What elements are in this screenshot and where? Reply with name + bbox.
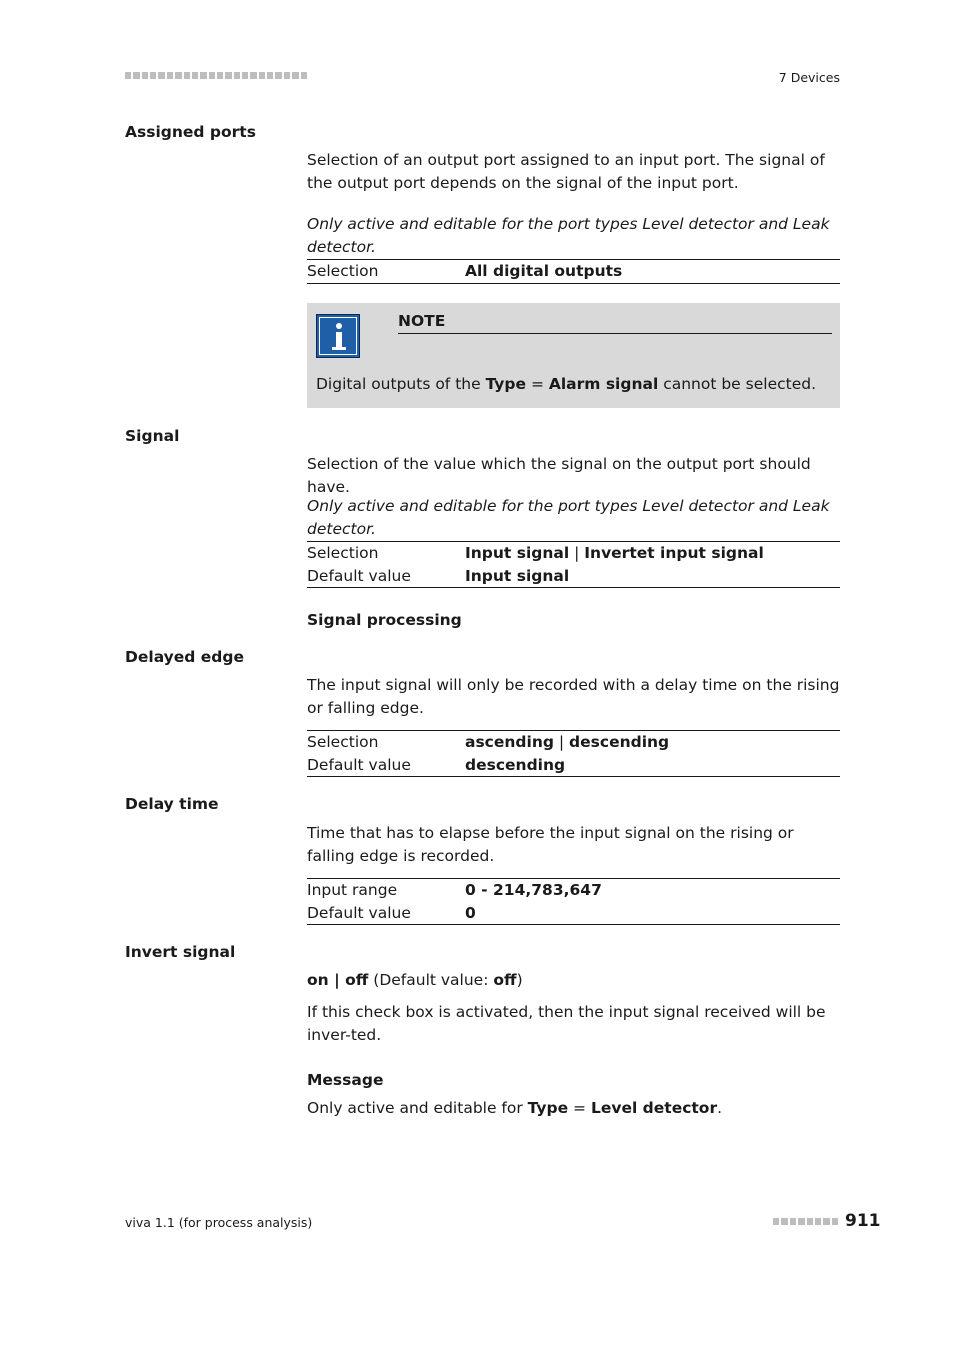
range-value: 0 - 214,783,647 (465, 881, 602, 899)
range-label: Input range (307, 881, 398, 899)
header-decoration (125, 72, 307, 79)
invert-signal-options: on | off (Default value: off) (307, 971, 523, 989)
assigned-ports-description: Selection of an output port assigned to an input port. The signal of the output port depends on the signal of the input port. (307, 151, 825, 192)
section-heading-message: Message (307, 1071, 384, 1089)
default-row (307, 754, 840, 777)
selection-row (307, 542, 840, 565)
default-label: Default value (307, 755, 411, 774)
assigned-ports-properties (307, 259, 840, 284)
default-value: 0 (465, 903, 476, 922)
chapter-title: 7 Devices (778, 70, 840, 85)
term-delay-time: Delay time (125, 795, 219, 813)
default-value: descending (465, 755, 566, 774)
delay-time-properties (307, 878, 840, 925)
footer-product: viva 1.1 (for process analysis) (125, 1215, 313, 1230)
term-assigned-ports: Assigned ports (125, 123, 256, 141)
note-title: NOTE (398, 312, 832, 334)
term-delayed-edge: Delayed edge (125, 648, 244, 666)
section-heading-signal-processing: Signal processing (307, 611, 462, 629)
range-row (307, 879, 840, 902)
note-text: Digital outputs of the Type = Alarm signal cannot be selected. (316, 375, 817, 393)
footer-decoration (773, 1218, 838, 1225)
page-number: 911 (845, 1211, 881, 1231)
default-label: Default value (307, 903, 411, 922)
delay-time-description: Time that has to elapse before the input signal on the rising or falling edge is recorded. (307, 824, 794, 865)
term-signal: Signal (125, 427, 180, 445)
delayed-edge-description: The input signal will only be recorded with a delay time on the rising or falling edge. (307, 676, 840, 717)
invert-signal-description: If this check box is activated, then the input signal received will be inver-ted. (307, 1003, 826, 1044)
message-text: Only active and editable for Type = Level detector. (307, 1099, 723, 1117)
selection-value: ascending | descending (465, 733, 670, 751)
selection-label: Selection (307, 544, 379, 562)
note-box (307, 303, 840, 408)
selection-row (307, 731, 840, 754)
default-row (307, 565, 840, 588)
signal-description: Selection of the value which the signal on the output port should have. (307, 455, 811, 496)
term-invert-signal: Invert signal (125, 943, 236, 961)
selection-label: Selection (307, 733, 379, 751)
default-value: Input signal (465, 566, 570, 585)
signal-note: Only active and editable for the port types Level detector and Leak detector. (307, 497, 830, 538)
default-label: Default value (307, 566, 411, 585)
info-icon (316, 314, 360, 358)
default-row (307, 902, 840, 925)
assigned-ports-note: Only active and editable for the port types Level detector and Leak detector. (307, 215, 830, 256)
signal-properties (307, 541, 840, 588)
selection-label: Selection (307, 262, 379, 280)
selection-value: All digital outputs (465, 262, 623, 280)
selection-row (307, 260, 840, 283)
selection-value: Input signal | Invertet input signal (465, 544, 764, 562)
delayed-edge-properties (307, 730, 840, 777)
